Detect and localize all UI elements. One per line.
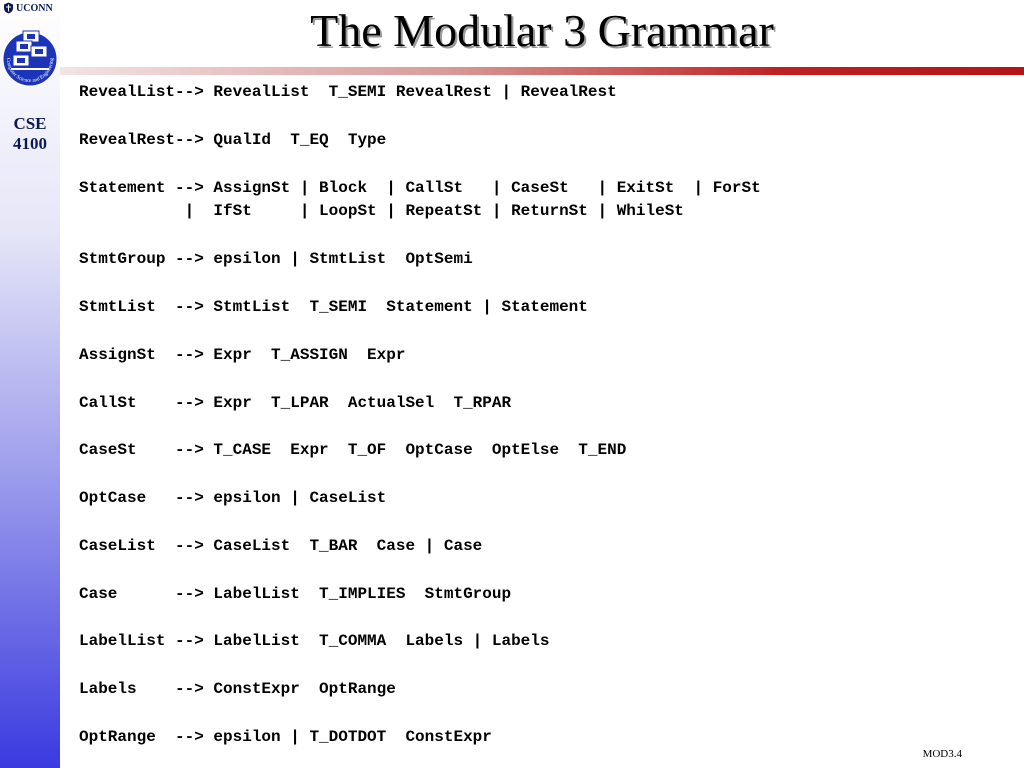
grammar-rule-line: Statement --> AssignSt | Block | CallSt | CaseSt | ExitSt | ForSt <box>79 178 761 197</box>
grammar-rule-line: OptCase --> epsilon | CaseList <box>79 489 387 508</box>
grammar-blank-line <box>79 224 761 248</box>
grammar-rule-line: LabelList --> LabelList T_COMMA Labels | Labels <box>79 632 550 651</box>
grammar-rule-line: RevealList--> RevealList T_SEMI RevealRest | RevealRest <box>79 83 617 101</box>
grammar-rule-line: StmtList --> StmtList T_SEMI Statement | Statement <box>79 298 588 317</box>
grammar-blank-line <box>79 463 761 487</box>
grammar-rule-line: AssignSt --> Expr T_ASSIGN Expr <box>79 345 406 364</box>
course-number: 4100 <box>13 134 47 153</box>
grammar-rule-line: CaseSt --> T_CASE Expr T_OF OptCase OptElse T_END <box>79 441 627 460</box>
grammar-rule-line: OptRange --> epsilon | T_DOTDOT ConstExpr <box>79 728 492 747</box>
grammar-rule-line: Labels --> ConstExpr OptRange <box>79 680 396 699</box>
grammar-blank-line <box>79 105 761 129</box>
slide-number: MOD3.4 <box>922 748 962 760</box>
grammar-rule-line: Case --> LabelList T_IMPLIES StmtGroup <box>79 584 512 603</box>
grammar-rule-line: | IfSt | LoopSt | RepeatSt | ReturnSt | WhileSt <box>79 202 684 221</box>
title-divider <box>60 67 1024 75</box>
grammar-rules <box>79 81 761 750</box>
grammar-blank-line <box>79 153 761 177</box>
grammar-rule-line: RevealRest--> QualId T_EQ Type <box>79 130 387 149</box>
grammar-blank-line <box>79 320 761 344</box>
grammar-blank-line <box>79 702 761 726</box>
course-code <box>0 114 60 154</box>
uconn-seal-icon <box>3 2 14 14</box>
grammar-rule-line: CaseList --> CaseList T_BAR Case | Case <box>79 536 483 555</box>
grammar-blank-line <box>79 415 761 439</box>
svg-text:Computer Science and Engineeri: Computer Science and Engineering <box>4 57 56 85</box>
slide-title: The Modular 3 Grammar <box>310 5 774 56</box>
grammar-blank-line <box>79 654 761 678</box>
uconn-brand <box>3 1 53 15</box>
grammar-blank-line <box>79 607 761 631</box>
course-dept: CSE <box>13 114 47 133</box>
grammar-blank-line <box>79 272 761 296</box>
cse-logo <box>1 19 58 103</box>
sidebar <box>0 0 60 768</box>
grammar-blank-line <box>79 559 761 583</box>
uconn-wordmark: UCONN <box>16 2 53 14</box>
grammar-blank-line <box>79 368 761 392</box>
grammar-rule-line: CallSt --> Expr T_LPAR ActualSel T_RPAR <box>79 393 512 412</box>
grammar-rule-line: StmtGroup --> epsilon | StmtList OptSemi <box>79 250 473 269</box>
grammar-blank-line <box>79 511 761 535</box>
